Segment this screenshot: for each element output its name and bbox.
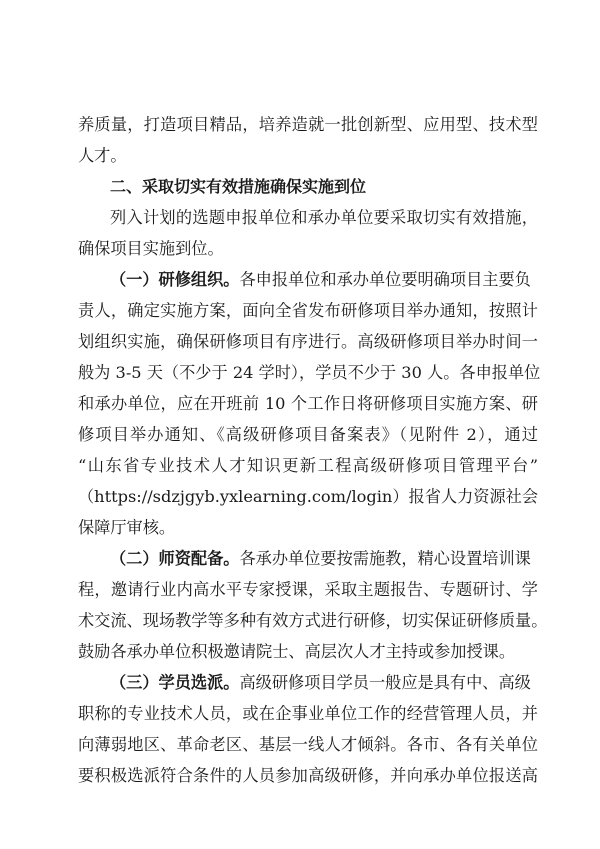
body-text-line: 修项目举办通知、《高级研修项目备案表》（见附件 2），通过	[78, 425, 538, 444]
body-text-line: 保障厅审核。	[78, 518, 176, 537]
body-text-line: 程，邀请行业内高水平专家授课，采取主题报告、专题研讨、学	[78, 580, 538, 599]
body-text-line: 养质量，打造项目精品，培养造就一批创新型、应用型、技术型	[78, 115, 538, 134]
body-text-line: （https://sdzjgyb.yxlearning.com/login）报省人力资源社会	[78, 487, 539, 506]
body-text: 高级研修项目学员一般应是具有中、高级	[239, 673, 531, 692]
subsection-line	[110, 548, 538, 570]
body-text-line: “山东省专业技术人才知识更新工程高级研修项目管理平台”	[78, 456, 538, 475]
section-heading: 二、采取切实有效措施确保实施到位	[110, 177, 367, 196]
body-text-line: 责人，确定实施方案，面向全省发布研修项目举办通知，按照计	[78, 301, 538, 320]
body-text-line: 划组织实施，确保研修项目有序进行。高级研修项目举办时间一	[78, 332, 538, 351]
subsection-line	[110, 672, 538, 694]
body-text-line: 列入计划的选题申报单位和承办单位要采取切实有效措施，	[110, 208, 538, 227]
body-text-line: 向薄弱地区、革命老区、基层一线人才倾斜。各市、各有关单位	[78, 735, 538, 754]
subsection-line	[110, 269, 538, 291]
body-text-line: 术交流、现场教学等多种有效方式进行研修，切实保证研修质量。	[78, 611, 548, 630]
subsection-lead: （一）研修组织。	[110, 270, 240, 289]
subsection-lead: （三）学员选派。	[110, 673, 240, 692]
body-text-line: 鼓励各承办单位积极邀请院士、高层次人才主持或参加授课。	[78, 642, 516, 661]
body-text-line: 确保项目实施到位。	[78, 239, 224, 258]
subsection-lead: （二）师资配备。	[110, 549, 240, 568]
body-text: 各申报单位和承办单位要明确项目主要负	[239, 270, 531, 289]
body-text-line: 和承办单位，应在开班前 10 个工作日将研修项目实施方案、研	[78, 394, 538, 413]
body-text-line: 般为 3-5 天（不少于 24 学时），学员不少于 30 人。各申报单位	[78, 363, 541, 382]
body-text: 各承办单位要按需施教，精心设置培训课	[239, 549, 531, 568]
body-text-line: 职称的专业技术人员，或在企事业单位工作的经营管理人员，并	[78, 704, 538, 723]
body-text-line: 要积极选派符合条件的人员参加高级研修，并向承办单位报送高	[78, 766, 538, 785]
body-text-line: 人才。	[78, 146, 127, 165]
